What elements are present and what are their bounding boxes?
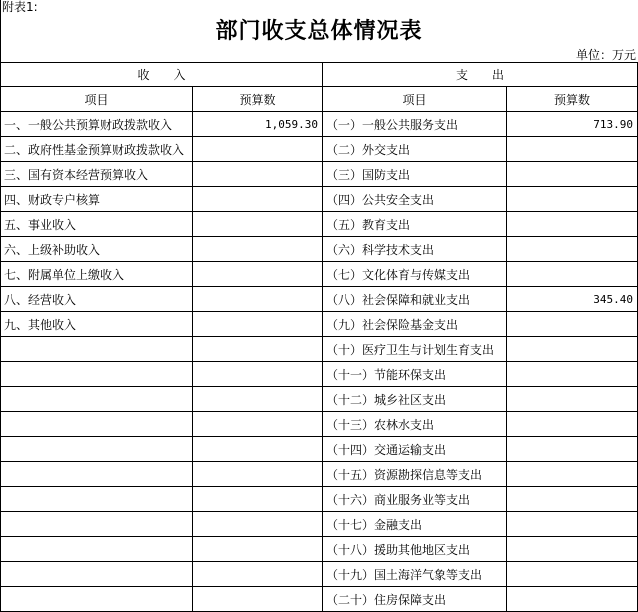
expense-amount-cell[interactable] xyxy=(507,162,638,187)
expense-item-cell[interactable]: （二）外交支出 xyxy=(323,137,507,162)
expense-item-cell[interactable]: （十六）商业服务业等支出 xyxy=(323,487,507,512)
income-amount-cell[interactable] xyxy=(193,537,323,562)
table-row xyxy=(1,237,638,262)
expense-amount-cell[interactable] xyxy=(507,412,638,437)
expense-item-cell[interactable]: （八）社会保障和就业支出 xyxy=(323,287,507,312)
expense-item-cell[interactable]: （一）一般公共服务支出 xyxy=(323,112,507,137)
budget-table xyxy=(0,62,638,612)
income-item-cell[interactable] xyxy=(1,512,193,537)
unit-label: 单位：万元 xyxy=(575,48,636,62)
expense-amount-cell[interactable] xyxy=(507,512,638,537)
income-item-cell[interactable]: 八、经营收入 xyxy=(1,287,193,312)
income-item-cell[interactable] xyxy=(1,412,193,437)
income-item-cell[interactable]: 九、其他收入 xyxy=(1,312,193,337)
income-item-cell[interactable]: 二、政府性基金预算财政拨款收入 xyxy=(1,137,193,162)
table-row xyxy=(1,187,638,212)
expense-item-cell[interactable]: （十一）节能环保支出 xyxy=(323,362,507,387)
expense-item-cell[interactable]: （十七）金融支出 xyxy=(323,512,507,537)
table-row xyxy=(1,437,638,462)
income-amount-cell[interactable] xyxy=(193,487,323,512)
income-amount-cell[interactable] xyxy=(193,187,323,212)
expense-item-cell[interactable]: （七）文化体育与传媒支出 xyxy=(323,262,507,287)
table-row xyxy=(1,537,638,562)
income-item-cell[interactable] xyxy=(1,387,193,412)
income-amount-cell[interactable] xyxy=(193,162,323,187)
expense-item-cell[interactable]: （十二）城乡社区支出 xyxy=(323,387,507,412)
table-row xyxy=(1,562,638,587)
expense-amount-cell[interactable]: 345.40 xyxy=(507,287,638,312)
income-item-cell[interactable]: 五、事业收入 xyxy=(1,212,193,237)
income-amount-cell[interactable] xyxy=(193,412,323,437)
expense-amount-cell[interactable] xyxy=(507,362,638,387)
income-amount-cell[interactable] xyxy=(193,512,323,537)
expense-amount-cell[interactable] xyxy=(507,462,638,487)
expense-amount-cell[interactable] xyxy=(507,312,638,337)
income-section-header[interactable]: 收 入 xyxy=(1,63,323,87)
expense-item-cell[interactable]: （三）国防支出 xyxy=(323,162,507,187)
page-title: 部门收支总体情况表 xyxy=(215,19,423,44)
income-item-cell[interactable] xyxy=(1,537,193,562)
income-item-cell[interactable] xyxy=(1,362,193,387)
table-row xyxy=(1,112,638,137)
income-item-cell[interactable] xyxy=(1,487,193,512)
income-amount-cell[interactable] xyxy=(193,312,323,337)
expense-budget-header[interactable]: 预算数 xyxy=(507,87,638,112)
expense-amount-cell[interactable] xyxy=(507,187,638,212)
expense-item-cell[interactable]: （十三）农林水支出 xyxy=(323,412,507,437)
table-row xyxy=(1,587,638,612)
expense-item-cell[interactable]: （十五）资源勘探信息等支出 xyxy=(323,462,507,487)
table-row xyxy=(1,287,638,312)
section-header-row xyxy=(1,63,638,87)
attachment-label: 附表1: xyxy=(2,0,38,14)
income-amount-cell[interactable] xyxy=(193,387,323,412)
table-row xyxy=(1,362,638,387)
table-row xyxy=(1,487,638,512)
income-item-cell[interactable]: 三、国有资本经营预算收入 xyxy=(1,162,193,187)
expense-item-cell[interactable]: （九）社会保险基金支出 xyxy=(323,312,507,337)
income-item-cell[interactable] xyxy=(1,587,193,612)
income-amount-cell[interactable] xyxy=(193,587,323,612)
expense-item-cell[interactable]: （十四）交通运输支出 xyxy=(323,437,507,462)
expense-amount-cell[interactable] xyxy=(507,437,638,462)
table-row xyxy=(1,162,638,187)
income-amount-cell[interactable] xyxy=(193,212,323,237)
expense-amount-cell[interactable] xyxy=(507,562,638,587)
income-item-cell[interactable]: 一、一般公共预算财政拨款收入 xyxy=(1,112,193,137)
expense-amount-cell[interactable] xyxy=(507,212,638,237)
column-header-row xyxy=(1,87,638,112)
income-item-cell[interactable]: 六、上级补助收入 xyxy=(1,237,193,262)
expense-amount-cell[interactable] xyxy=(507,337,638,362)
income-item-cell[interactable] xyxy=(1,562,193,587)
expense-item-header[interactable]: 项目 xyxy=(323,87,507,112)
expense-item-cell[interactable]: （五）教育支出 xyxy=(323,212,507,237)
expense-amount-cell[interactable] xyxy=(507,262,638,287)
expense-amount-cell[interactable] xyxy=(507,387,638,412)
expense-item-cell[interactable]: （六）科学技术支出 xyxy=(323,237,507,262)
income-amount-cell[interactable] xyxy=(193,562,323,587)
income-amount-cell[interactable]: 1,059.30 xyxy=(193,112,323,137)
table-row xyxy=(1,137,638,162)
expense-item-cell[interactable]: （二十）住房保障支出 xyxy=(323,587,507,612)
table-row xyxy=(1,212,638,237)
income-item-cell[interactable] xyxy=(1,337,193,362)
expense-item-cell[interactable]: （十八）援助其他地区支出 xyxy=(323,537,507,562)
income-item-cell[interactable] xyxy=(1,462,193,487)
income-amount-cell[interactable] xyxy=(193,437,323,462)
expense-section-header[interactable]: 支 出 xyxy=(323,63,638,87)
expense-item-cell[interactable]: （四）公共安全支出 xyxy=(323,187,507,212)
income-item-cell[interactable] xyxy=(1,437,193,462)
table-row xyxy=(1,262,638,287)
income-item-header[interactable]: 项目 xyxy=(1,87,193,112)
table-row xyxy=(1,512,638,537)
expense-amount-cell[interactable] xyxy=(507,137,638,162)
expense-amount-cell[interactable] xyxy=(507,587,638,612)
expense-item-cell[interactable]: （十九）国土海洋气象等支出 xyxy=(323,562,507,587)
income-amount-cell[interactable] xyxy=(193,287,323,312)
income-amount-cell[interactable] xyxy=(193,237,323,262)
table-row xyxy=(1,387,638,412)
expense-amount-cell[interactable]: 713.90 xyxy=(507,112,638,137)
income-amount-cell[interactable] xyxy=(193,137,323,162)
income-amount-cell[interactable] xyxy=(193,362,323,387)
table-row xyxy=(1,337,638,362)
income-budget-header[interactable]: 预算数 xyxy=(193,87,323,112)
income-amount-cell[interactable] xyxy=(193,262,323,287)
income-amount-cell[interactable] xyxy=(193,337,323,362)
income-item-cell[interactable]: 七、附属单位上缴收入 xyxy=(1,262,193,287)
expense-item-cell[interactable]: （十）医疗卫生与计划生育支出 xyxy=(323,337,507,362)
income-item-cell[interactable]: 四、财政专户核算 xyxy=(1,187,193,212)
expense-amount-cell[interactable] xyxy=(507,237,638,262)
expense-amount-cell[interactable] xyxy=(507,487,638,512)
table-row xyxy=(1,462,638,487)
expense-amount-cell[interactable] xyxy=(507,537,638,562)
table-row xyxy=(1,312,638,337)
table-row xyxy=(1,412,638,437)
income-amount-cell[interactable] xyxy=(193,462,323,487)
